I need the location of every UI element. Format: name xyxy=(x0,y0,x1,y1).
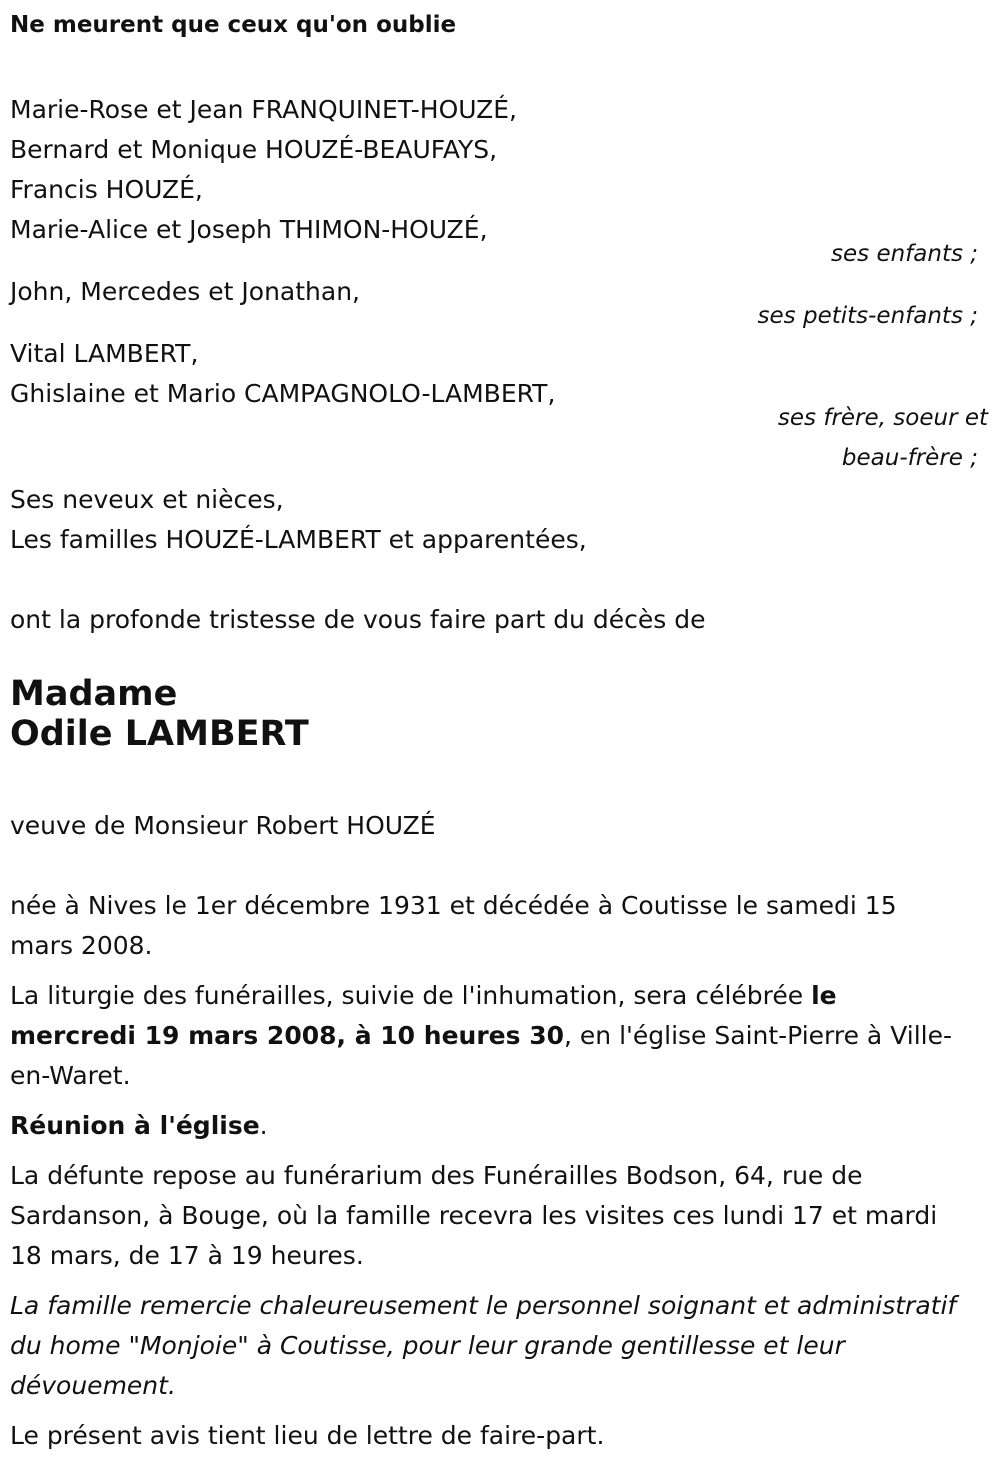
deceased-name-block xyxy=(10,674,990,754)
meeting-after: . xyxy=(259,1111,268,1140)
siblings-block xyxy=(10,334,990,478)
grandchildren-relation: ses petits-enfants ; xyxy=(757,303,978,329)
liturgy-date: le mercredi 19 mars 2008, à 10 heures 30 xyxy=(10,981,837,1050)
siblings-relation-line2: beau-frère ; xyxy=(841,445,978,471)
widow-of: veuve de Monsieur Robert HOUZÉ xyxy=(10,811,436,840)
children-name-1: Marie-Rose et Jean FRANQUINET-HOUZÉ, xyxy=(10,95,517,124)
others-line-2: Les familles HOUZÉ-LAMBERT et apparentées, xyxy=(10,525,587,554)
deceased-title: Madame xyxy=(10,674,178,714)
children-name-3: Francis HOUZÉ, xyxy=(10,175,203,204)
children-relation: ses enfants ; xyxy=(831,241,978,267)
others-line-1: Ses neveux et nièces, xyxy=(10,485,284,514)
siblings-name-1: Vital LAMBERT, xyxy=(10,339,199,368)
closing: Le présent avis tient lieu de lettre de faire-part. xyxy=(10,1421,605,1450)
grandchildren-block xyxy=(10,272,990,336)
birth-death: née à Nives le 1er décembre 1931 et décédée à Coutisse le samedi 15 mars 2008. xyxy=(10,891,897,960)
liturgy-after: , en l'église Saint-Pierre à Ville-en-Waret. xyxy=(10,1021,952,1090)
children-name-4: Marie-Alice et Joseph THIMON-HOUZÉ, xyxy=(10,215,488,244)
grandchildren-names: John, Mercedes et Jonathan, xyxy=(10,277,360,306)
deceased-name: Odile LAMBERT xyxy=(10,714,309,754)
rest-place: La défunte repose au funérarium des Funérailles Bodson, 64, rue de Sardanson, à Bouge, où la famille recevra les visites ces lundi 17 et mardi 18 mars, de 17 à 19 heures. xyxy=(10,1161,938,1270)
others-block xyxy=(10,480,990,560)
liturgy-before: La liturgie des funérailles, suivie de l'inhumation, sera célébrée xyxy=(10,981,812,1010)
thanks: La famille remercie chaleureusement le personnel soignant et administratif du home "Monjoie" à Coutisse, pour leur grande gentillesse et leur dévouement. xyxy=(10,1291,957,1400)
announcement: ont la profonde tristesse de vous faire part du décès de xyxy=(10,605,706,634)
liturgy xyxy=(10,976,990,1096)
children-name-2: Bernard et Monique HOUZÉ-BEAUFAYS, xyxy=(10,135,498,164)
meeting xyxy=(10,1106,990,1146)
motto: Ne meurent que ceux qu'on oublie xyxy=(10,12,457,38)
children-block xyxy=(10,90,990,274)
meeting-bold: Réunion à l'église xyxy=(10,1111,260,1140)
siblings-name-2: Ghislaine et Mario CAMPAGNOLO-LAMBERT, xyxy=(10,379,556,408)
siblings-relation-line1: ses frère, soeur et xyxy=(777,405,988,431)
